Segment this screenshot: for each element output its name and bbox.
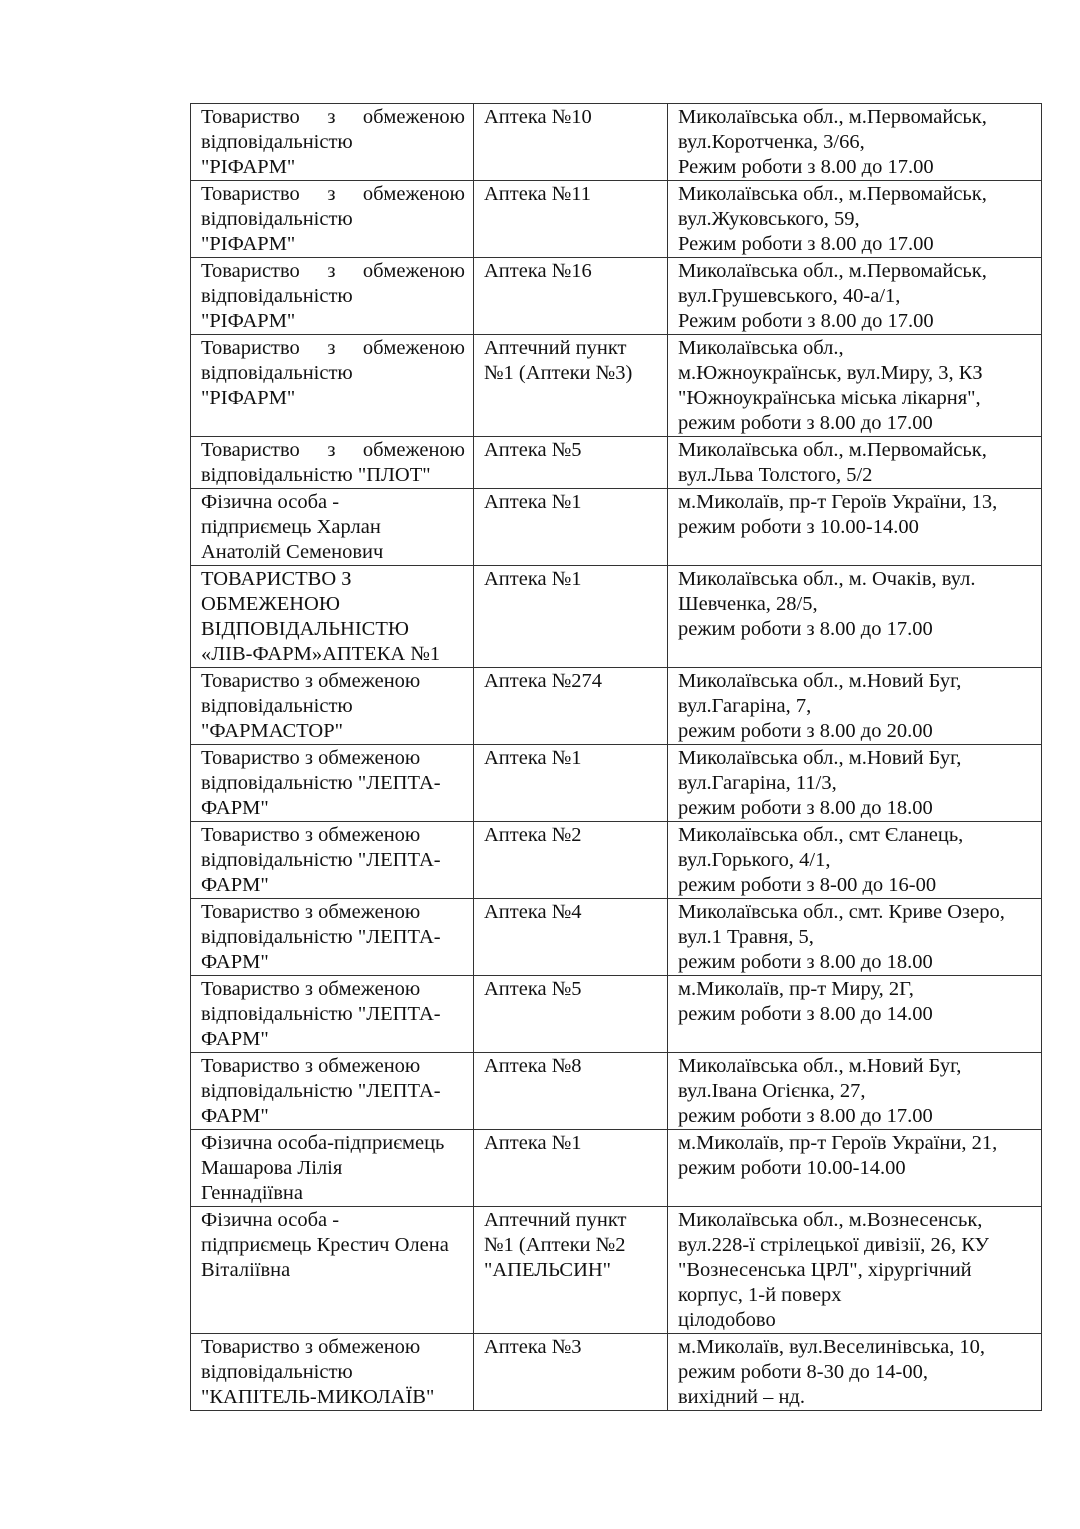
owner-line: "РІФАРМ": [201, 233, 296, 255]
owner-line: Товариство з обмеженою: [201, 337, 465, 359]
address-line: вихідний – нд.: [678, 1386, 805, 1408]
address-line: вул.Льва Толстого, 5/2: [678, 464, 873, 486]
owner-line: ФАРМ": [201, 1105, 269, 1127]
address-cell: [668, 335, 1042, 437]
owner-line: Товариство з обмеженою: [201, 183, 465, 205]
address-line: режим роботи 10.00-14.00: [678, 1157, 906, 1179]
address-cell: [668, 745, 1042, 822]
table-row: [191, 1130, 1042, 1207]
address-line: Миколаївська обл., м.Вознесенськ,: [678, 1209, 983, 1231]
address-cell: [668, 181, 1042, 258]
table-row: [191, 1053, 1042, 1130]
pharmacy-line: Аптека №5: [484, 439, 582, 461]
table-row: [191, 976, 1042, 1053]
table-row: [191, 258, 1042, 335]
table-row: [191, 822, 1042, 899]
owner-line: Фізична особа-підприємець: [201, 1132, 445, 1154]
table-row: [191, 745, 1042, 822]
pharmacy-line: Аптека №1: [484, 491, 582, 513]
owner-line: ФАРМ": [201, 1028, 269, 1050]
owner-cell: [191, 566, 474, 668]
address-line: режим роботи з 8.00 до 14.00: [678, 1003, 933, 1025]
address-line: Шевченка, 28/5,: [678, 593, 818, 615]
owner-line: Товариство з обмеженою: [201, 747, 421, 769]
pharmacy-cell: [474, 181, 668, 258]
owner-line: відповідальністю: [201, 208, 353, 230]
address-cell: [668, 258, 1042, 335]
address-line: режим роботи з 8.00 до 17.00: [678, 618, 933, 640]
address-line: м.Миколаїв, вул.Веселинівська, 10,: [678, 1336, 986, 1358]
owner-line: "РІФАРМ": [201, 156, 296, 178]
pharmacy-cell: [474, 1334, 668, 1411]
owner-cell: [191, 181, 474, 258]
pharmacy-table-body: [191, 104, 1042, 1411]
owner-line: Товариство з обмеженою: [201, 1055, 421, 1077]
address-cell: [668, 976, 1042, 1053]
owner-line: відповідальністю "ЛЕПТА-: [201, 849, 441, 871]
owner-line: відповідальністю "ЛЕПТА-: [201, 772, 441, 794]
owner-cell: [191, 1130, 474, 1207]
address-cell: [668, 1053, 1042, 1130]
address-line: Режим роботи з 8.00 до 17.00: [678, 310, 934, 332]
address-cell: [668, 1130, 1042, 1207]
owner-line: ФАРМ": [201, 874, 269, 896]
owner-line: "КАПІТЕЛЬ-МИКОЛАЇВ": [201, 1386, 435, 1408]
pharmacy-cell: [474, 104, 668, 181]
address-line: режим роботи з 8.00 до 20.00: [678, 720, 933, 742]
owner-line: ФАРМ": [201, 951, 269, 973]
pharmacy-line: Аптека №11: [484, 183, 592, 205]
pharmacy-cell: [474, 1130, 668, 1207]
table-row: [191, 668, 1042, 745]
table-row: [191, 181, 1042, 258]
owner-line: ОБМЕЖЕНОЮ: [201, 593, 340, 615]
owner-cell: [191, 489, 474, 566]
owner-line: Товариство з обмеженою: [201, 1336, 421, 1358]
pharmacy-line: Аптечний пункт: [484, 1209, 627, 1231]
pharmacy-cell: [474, 1207, 668, 1334]
owner-line: Фізична особа -: [201, 1209, 340, 1231]
owner-line: відповідальністю: [201, 695, 353, 717]
owner-cell: [191, 668, 474, 745]
pharmacy-line: №1 (Аптеки №2: [484, 1234, 626, 1256]
owner-line: Товариство з обмеженою: [201, 260, 465, 282]
address-line: Миколаївська обл., м. Очаків, вул.: [678, 568, 976, 590]
owner-line: "РІФАРМ": [201, 310, 296, 332]
address-line: Миколаївська обл., м.Первомайськ,: [678, 183, 987, 205]
address-cell: [668, 1207, 1042, 1334]
pharmacy-line: Аптека №8: [484, 1055, 582, 1077]
address-line: вул.Грушевського, 40-а/1,: [678, 285, 901, 307]
owner-cell: [191, 104, 474, 181]
address-line: вул.Гагаріна, 7,: [678, 695, 812, 717]
pharmacy-line: Аптека №10: [484, 106, 592, 128]
owner-cell: [191, 822, 474, 899]
address-line: Миколаївська обл., м.Новий Буг,: [678, 747, 962, 769]
address-line: Миколаївська обл., м.Новий Буг,: [678, 1055, 962, 1077]
owner-cell: [191, 976, 474, 1053]
owner-line: відповідальністю: [201, 362, 353, 384]
address-line: Режим роботи з 8.00 до 17.00: [678, 233, 934, 255]
address-cell: [668, 437, 1042, 489]
owner-line: відповідальністю "ЛЕПТА-: [201, 1080, 441, 1102]
table-row: [191, 489, 1042, 566]
owner-cell: [191, 1207, 474, 1334]
owner-line: Товариство з обмеженою: [201, 670, 421, 692]
owner-cell: [191, 899, 474, 976]
owner-cell: [191, 1053, 474, 1130]
pharmacy-cell: [474, 566, 668, 668]
address-line: вул.Горького, 4/1,: [678, 849, 831, 871]
owner-line: відповідальністю "ЛЕПТА-: [201, 1003, 441, 1025]
address-line: цілодобово: [678, 1309, 776, 1331]
owner-line: ФАРМ": [201, 797, 269, 819]
address-cell: [668, 1334, 1042, 1411]
owner-line: "ФАРМАСТОР": [201, 720, 343, 742]
pharmacy-line: Аптека №1: [484, 1132, 582, 1154]
owner-cell: [191, 1334, 474, 1411]
address-line: режим роботи з 10.00-14.00: [678, 516, 919, 538]
pharmacy-cell: [474, 1053, 668, 1130]
address-line: Миколаївська обл., м.Первомайськ,: [678, 439, 987, 461]
pharmacy-line: Аптечний пункт: [484, 337, 627, 359]
pharmacy-table: [190, 103, 1042, 1411]
owner-line: Геннадіївна: [201, 1182, 303, 1204]
address-line: вул.1 Травня, 5,: [678, 926, 814, 948]
owner-line: ТОВАРИСТВО З: [201, 568, 352, 590]
address-line: режим роботи з 8-00 до 16-00: [678, 874, 937, 896]
owner-line: відповідальністю "ПЛОТ": [201, 464, 431, 486]
address-line: Миколаївська обл., м.Новий Буг,: [678, 670, 962, 692]
pharmacy-line: Аптека №4: [484, 901, 582, 923]
address-line: вул.Гагаріна, 11/3,: [678, 772, 837, 794]
pharmacy-line: Аптека №16: [484, 260, 592, 282]
table-row: [191, 1207, 1042, 1334]
address-line: режим роботи з 8.00 до 18.00: [678, 951, 933, 973]
address-line: "Вознесенська ЦРЛ", хірургічний: [678, 1259, 972, 1281]
address-line: вул.Івана Огієнка, 27,: [678, 1080, 866, 1102]
address-line: м.Миколаїв, пр-т Героїв України, 13,: [678, 491, 998, 513]
owner-line: Товариство з обмеженою: [201, 901, 421, 923]
pharmacy-cell: [474, 335, 668, 437]
owner-line: відповідальністю: [201, 285, 353, 307]
owner-line: підприємець Крестич Олена: [201, 1234, 449, 1256]
pharmacy-line: Аптека №2: [484, 824, 582, 846]
owner-cell: [191, 745, 474, 822]
address-cell: [668, 489, 1042, 566]
table-row: [191, 1334, 1042, 1411]
address-line: вул.228-ї стрілецької дивізії, 26, КУ: [678, 1234, 990, 1256]
pharmacy-line: Аптека №5: [484, 978, 582, 1000]
table-row: [191, 437, 1042, 489]
pharmacy-cell: [474, 899, 668, 976]
owner-line: ВІДПОВІДАЛЬНІСТЮ: [201, 618, 409, 640]
owner-line: Фізична особа -: [201, 491, 340, 513]
address-line: режим роботи з 8.00 до 18.00: [678, 797, 933, 819]
pharmacy-cell: [474, 668, 668, 745]
address-line: вул.Коротченка, 3/66,: [678, 131, 865, 153]
owner-line: Машарова Лілія: [201, 1157, 343, 1179]
pharmacy-line: Аптека №274: [484, 670, 603, 692]
owner-line: Анатолій Семенович: [201, 541, 384, 563]
address-line: Миколаївська обл., смт. Криве Озеро,: [678, 901, 1005, 923]
owner-cell: [191, 258, 474, 335]
address-line: Миколаївська обл., м.Первомайськ,: [678, 260, 987, 282]
pharmacy-line: Аптека №1: [484, 568, 582, 590]
table-row: [191, 104, 1042, 181]
pharmacy-cell: [474, 489, 668, 566]
table-row: [191, 566, 1042, 668]
pharmacy-cell: [474, 976, 668, 1053]
address-cell: [668, 566, 1042, 668]
owner-line: Віталіївна: [201, 1259, 291, 1281]
address-line: режим роботи з 8.00 до 17.00: [678, 1105, 933, 1127]
owner-line: підприємець Харлан: [201, 516, 381, 538]
owner-line: "РІФАРМ": [201, 387, 296, 409]
owner-line: відповідальністю "ЛЕПТА-: [201, 926, 441, 948]
address-line: корпус, 1-й поверх: [678, 1284, 842, 1306]
owner-cell: [191, 437, 474, 489]
pharmacy-cell: [474, 822, 668, 899]
address-line: режим роботи 8-30 до 14-00,: [678, 1361, 929, 1383]
pharmacy-line: Аптека №3: [484, 1336, 582, 1358]
address-line: Миколаївська обл., м.Первомайськ,: [678, 106, 987, 128]
address-line: Режим роботи з 8.00 до 17.00: [678, 156, 934, 178]
address-cell: [668, 899, 1042, 976]
pharmacy-line: №1 (Аптеки №3): [484, 362, 633, 384]
address-line: м.Миколаїв, пр-т Героїв України, 21,: [678, 1132, 998, 1154]
address-line: "Южноукраїнська міська лікарня",: [678, 387, 981, 409]
table-row: [191, 335, 1042, 437]
address-cell: [668, 822, 1042, 899]
owner-line: відповідальністю: [201, 1361, 353, 1383]
owner-line: Товариство з обмеженою: [201, 978, 421, 1000]
owner-line: Товариство з обмеженою: [201, 106, 465, 128]
address-line: м.Южноукраїнськ, вул.Миру, 3, КЗ: [678, 362, 983, 384]
pharmacy-cell: [474, 437, 668, 489]
owner-cell: [191, 335, 474, 437]
owner-line: Товариство з обмеженою: [201, 439, 465, 461]
address-line: режим роботи з 8.00 до 17.00: [678, 412, 933, 434]
table-row: [191, 899, 1042, 976]
pharmacy-line: "АПЕЛЬСИН": [484, 1259, 612, 1281]
address-line: м.Миколаїв, пр-т Миру, 2Г,: [678, 978, 914, 1000]
owner-line: «ЛІВ-ФАРМ»АПТЕКА №1: [201, 643, 441, 665]
owner-line: відповідальністю: [201, 131, 353, 153]
address-line: вул.Жуковського, 59,: [678, 208, 860, 230]
address-cell: [668, 104, 1042, 181]
pharmacy-cell: [474, 745, 668, 822]
pharmacy-cell: [474, 258, 668, 335]
address-cell: [668, 668, 1042, 745]
address-line: Миколаївська обл., смт Єланець,: [678, 824, 964, 846]
pharmacy-line: Аптека №1: [484, 747, 582, 769]
address-line: Миколаївська обл.,: [678, 337, 844, 359]
owner-line: Товариство з обмеженою: [201, 824, 421, 846]
